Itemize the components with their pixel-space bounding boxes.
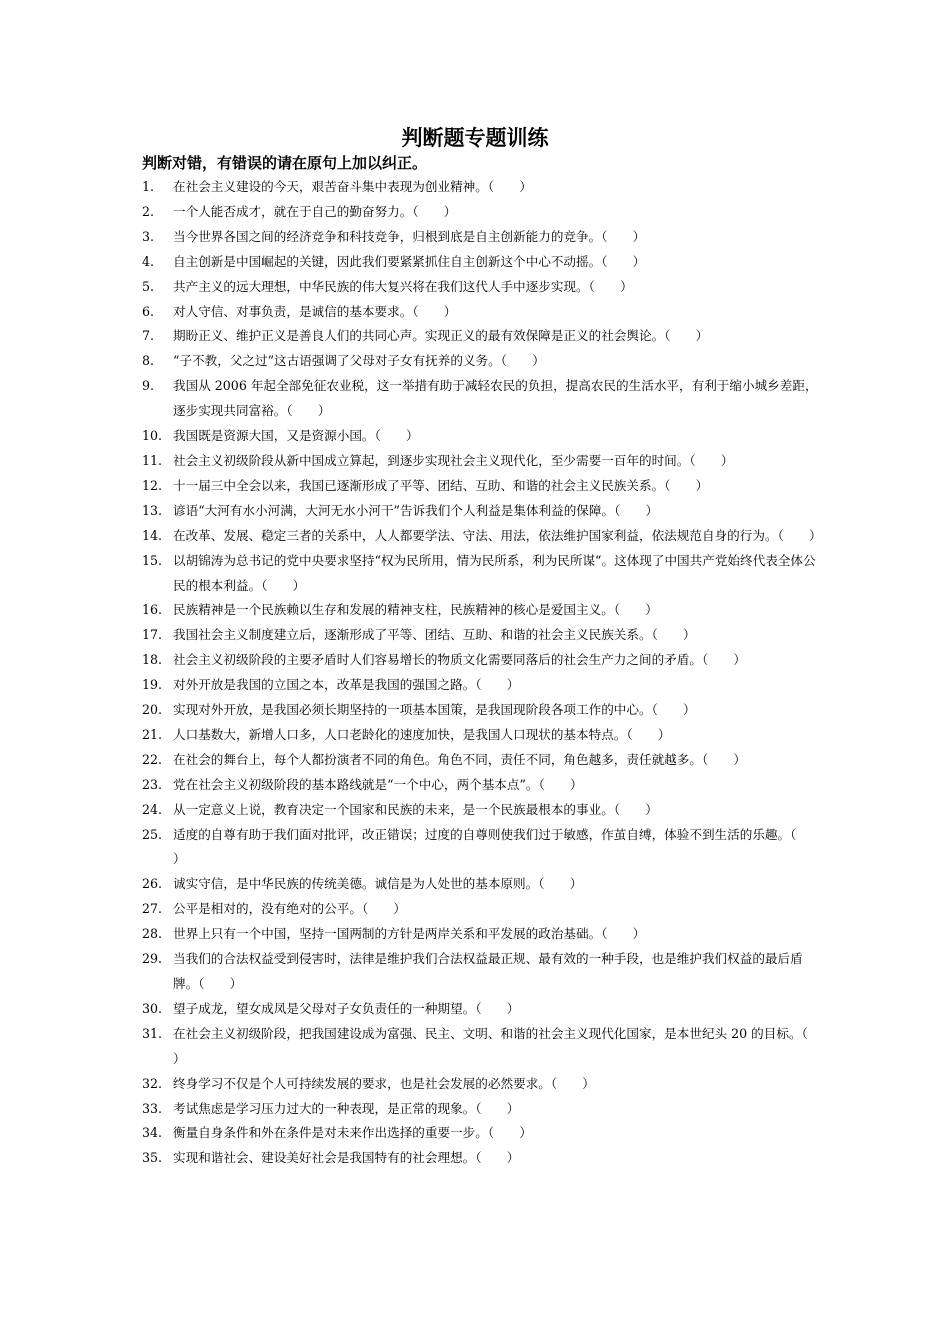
question-item bbox=[142, 773, 818, 798]
question-item bbox=[142, 1072, 818, 1097]
question-number: 7. bbox=[142, 328, 155, 344]
question-number: 11. bbox=[142, 452, 163, 468]
question-number: 4. bbox=[142, 253, 155, 269]
question-number: 19. bbox=[142, 677, 163, 693]
question-number: 23. bbox=[142, 776, 163, 792]
question-list bbox=[142, 175, 834, 1171]
question-item bbox=[142, 723, 818, 748]
question-number: 28. bbox=[142, 926, 163, 942]
question-text: “子不教，父之过”这古语强调了父母对子女有抚养的义务。（ ） bbox=[173, 353, 545, 369]
question-number: 2. bbox=[142, 203, 155, 219]
question-number: 3. bbox=[142, 228, 155, 244]
question-text: 十一届三中全会以来，我国已逐渐形成了平等、团结、互助、和谐的社会主义民族关系。（ ） bbox=[173, 477, 709, 493]
question-text: 民族精神是一个民族赖以生存和发展的精神支柱，民族精神的核心是爱国主义。（ ） bbox=[173, 602, 658, 618]
question-item bbox=[142, 1121, 818, 1146]
question-text: 我国从 2006 年起全部免征农业税，这一举措有助于减轻农民的负担，提高农民的生活水平，有利于缩小城乡差距，逐步实现共同富裕。（ ） bbox=[173, 378, 818, 419]
question-number: 9. bbox=[142, 378, 155, 394]
question-number: 15. bbox=[142, 552, 163, 568]
question-item bbox=[142, 349, 818, 374]
question-text: 人口基数大，新增人口多，人口老龄化的速度加快，是我国人口现状的基本特点。（ ） bbox=[173, 726, 671, 742]
question-item bbox=[142, 374, 818, 424]
question-number: 26. bbox=[142, 876, 163, 892]
question-item bbox=[142, 598, 818, 623]
question-text: 公平是相对的，没有绝对的公平。（ ） bbox=[173, 901, 406, 917]
question-item bbox=[142, 300, 818, 325]
question-text: 考试焦虑是学习压力过大的一种表现，是正常的现象。（ ） bbox=[173, 1100, 520, 1116]
question-text: 我国既是资源大国，又是资源小国。（ ） bbox=[173, 428, 419, 444]
question-item bbox=[142, 823, 822, 873]
question-item bbox=[142, 897, 818, 922]
question-text: 在社会主义初级阶段，把我国建设成为富强、民主、文明、和谐的社会主义现代化国家，是本世纪头 20 的目标。（ ） bbox=[173, 1025, 834, 1066]
question-number: 14. bbox=[142, 527, 163, 543]
question-item bbox=[142, 748, 818, 773]
question-number: 5. bbox=[142, 278, 155, 294]
question-number: 10. bbox=[142, 428, 163, 444]
question-text: 对外开放是我国的立国之本，改革是我国的强国之路。（ ） bbox=[173, 677, 520, 693]
question-item bbox=[142, 947, 818, 997]
question-text: 自主创新是中国崛起的关键，因此我们要紧紧抓住自主创新这个中心不动摇。（ ） bbox=[173, 253, 646, 269]
question-item bbox=[142, 1146, 818, 1171]
question-number: 29. bbox=[142, 951, 163, 967]
question-number: 25. bbox=[142, 826, 163, 842]
question-text: 在社会的舞台上，每个人都扮演者不同的角色。角色不同，责任不同，角色越多，责任就越多。（ ） bbox=[173, 751, 747, 767]
question-text: 社会主义初级阶段从新中国成立算起，到逐步实现社会主义现代化，至少需要一百年的时间。（ ） bbox=[173, 452, 734, 468]
question-text: 衡量自身条件和外在条件是对未来作出选择的重要一步。（ ） bbox=[173, 1125, 532, 1141]
question-item bbox=[142, 1022, 834, 1072]
question-text: 当今世界各国之间的经济竞争和科技竞争，归根到底是自主创新能力的竞争。（ ） bbox=[173, 228, 646, 244]
question-text: 党在社会主义初级阶段的基本路线就是“一个中心，两个基本点”。（ ） bbox=[173, 776, 583, 792]
question-item bbox=[142, 549, 818, 599]
question-text: 一个人能否成才，就在于自己的勤奋努力。（ ） bbox=[173, 203, 457, 219]
question-item bbox=[142, 474, 818, 499]
question-text: 实现对外开放，是我国必须长期坚持的一项基本国策，是我国现阶段各项工作的中心。（ ） bbox=[173, 702, 696, 718]
question-number: 27. bbox=[142, 901, 163, 917]
question-number: 16. bbox=[142, 602, 163, 618]
question-number: 21. bbox=[142, 726, 163, 742]
question-item bbox=[142, 175, 818, 200]
question-item bbox=[142, 225, 818, 250]
question-number: 24. bbox=[142, 801, 163, 817]
question-item bbox=[142, 798, 818, 823]
page-title: 判断题专题训练 bbox=[401, 126, 549, 150]
question-text: 我国社会主义制度建立后，逐渐形成了平等、团结、互助、和谐的社会主义民族关系。（ ） bbox=[173, 627, 696, 643]
question-text: 谚语“大河有水小河满，大河无水小河干”告诉我们个人利益是集体利益的保障。（ ） bbox=[173, 502, 659, 518]
question-number: 8. bbox=[142, 353, 155, 369]
question-item bbox=[142, 424, 818, 449]
question-text: 当我们的合法权益受到侵害时，法律是维护我们合法权益最正规、最有效的一种手段，也是维护我们权益的最后盾牌。（ ） bbox=[173, 951, 803, 991]
question-text: 终身学习不仅是个人可持续发展的要求，也是社会发展的必然要求。（ ） bbox=[173, 1075, 595, 1091]
question-item bbox=[142, 648, 818, 673]
question-text: 诚实守信，是中华民族的传统美德。诚信是为人处世的基本原则。（ ） bbox=[173, 876, 583, 892]
question-item bbox=[142, 872, 818, 897]
question-text: 共产主义的远大理想，中华民族的伟大复兴将在我们这代人手中逐步实现。（ ） bbox=[173, 278, 633, 294]
question-text: 对人守信、对事负责，是诚信的基本要求。（ ） bbox=[173, 303, 457, 319]
question-text: 适度的自尊有助于我们面对批评，改正错误；过度的自尊则使我们过于敏感，作茧自缚，体验不到生活的乐趣。（ ） bbox=[173, 826, 822, 867]
question-text: 世界上只有一个中国，坚持一国两制的方针是两岸关系和平发展的政治基础。（ ） bbox=[173, 926, 646, 942]
question-item bbox=[142, 673, 818, 698]
instruction-text: 判断对错，有错误的请在原句上加以纠正。 bbox=[142, 154, 428, 172]
question-item bbox=[142, 1097, 818, 1122]
question-item bbox=[142, 324, 818, 349]
question-number: 32. bbox=[142, 1075, 163, 1091]
question-number: 17. bbox=[142, 627, 163, 643]
question-number: 31. bbox=[142, 1025, 163, 1041]
question-item bbox=[142, 623, 818, 648]
question-number: 18. bbox=[142, 652, 163, 668]
question-text: 以胡锦涛为总书记的党中央要求坚持“权为民所用，情为民所系，利为民所谋“。这体现了中国共产党始终代表全体公民的根本利益。（ ） bbox=[173, 552, 816, 593]
question-item bbox=[142, 698, 818, 723]
question-text: 实现和谐社会、建设美好社会是我国特有的社会理想。（ ） bbox=[173, 1150, 520, 1166]
question-item bbox=[142, 250, 818, 275]
question-item bbox=[142, 275, 818, 300]
question-item bbox=[142, 524, 822, 549]
question-number: 30. bbox=[142, 1000, 163, 1016]
question-text: 从一定意义上说，教育决定一个国家和民族的未来，是一个民族最根本的事业。（ ） bbox=[173, 801, 658, 817]
question-item bbox=[142, 200, 818, 225]
question-number: 33. bbox=[142, 1100, 163, 1116]
question-number: 20. bbox=[142, 702, 163, 718]
question-number: 12. bbox=[142, 477, 163, 493]
question-text: 期盼正义、维护正义是善良人们的共同心声。实现正义的最有效保障是正义的社会舆论。（ ） bbox=[173, 328, 709, 344]
question-number: 1. bbox=[142, 179, 155, 194]
question-number: 13. bbox=[142, 502, 163, 518]
question-number: 6. bbox=[142, 303, 155, 319]
question-text: 在社会主义建设的今天，艰苦奋斗集中表现为创业精神。（ ） bbox=[173, 179, 532, 194]
question-text: 在改革、发展、稳定三者的关系中，人人都要学法、守法、用法，依法维护国家利益，依法规范自身的行为。（ ） bbox=[173, 527, 822, 543]
question-text: 社会主义初级阶段的主要矛盾时人们容易增长的物质文化需要同落后的社会生产力之间的矛盾。（ ） bbox=[173, 652, 747, 668]
question-number: 35. bbox=[142, 1150, 163, 1166]
question-number: 34. bbox=[142, 1125, 163, 1141]
question-number: 22. bbox=[142, 751, 163, 767]
question-item bbox=[142, 997, 818, 1022]
question-item bbox=[142, 922, 818, 947]
question-item bbox=[142, 499, 818, 524]
question-text: 望子成龙，望女成凤是父母对子女负责任的一种期望。（ ） bbox=[173, 1000, 520, 1016]
question-item bbox=[142, 449, 818, 474]
